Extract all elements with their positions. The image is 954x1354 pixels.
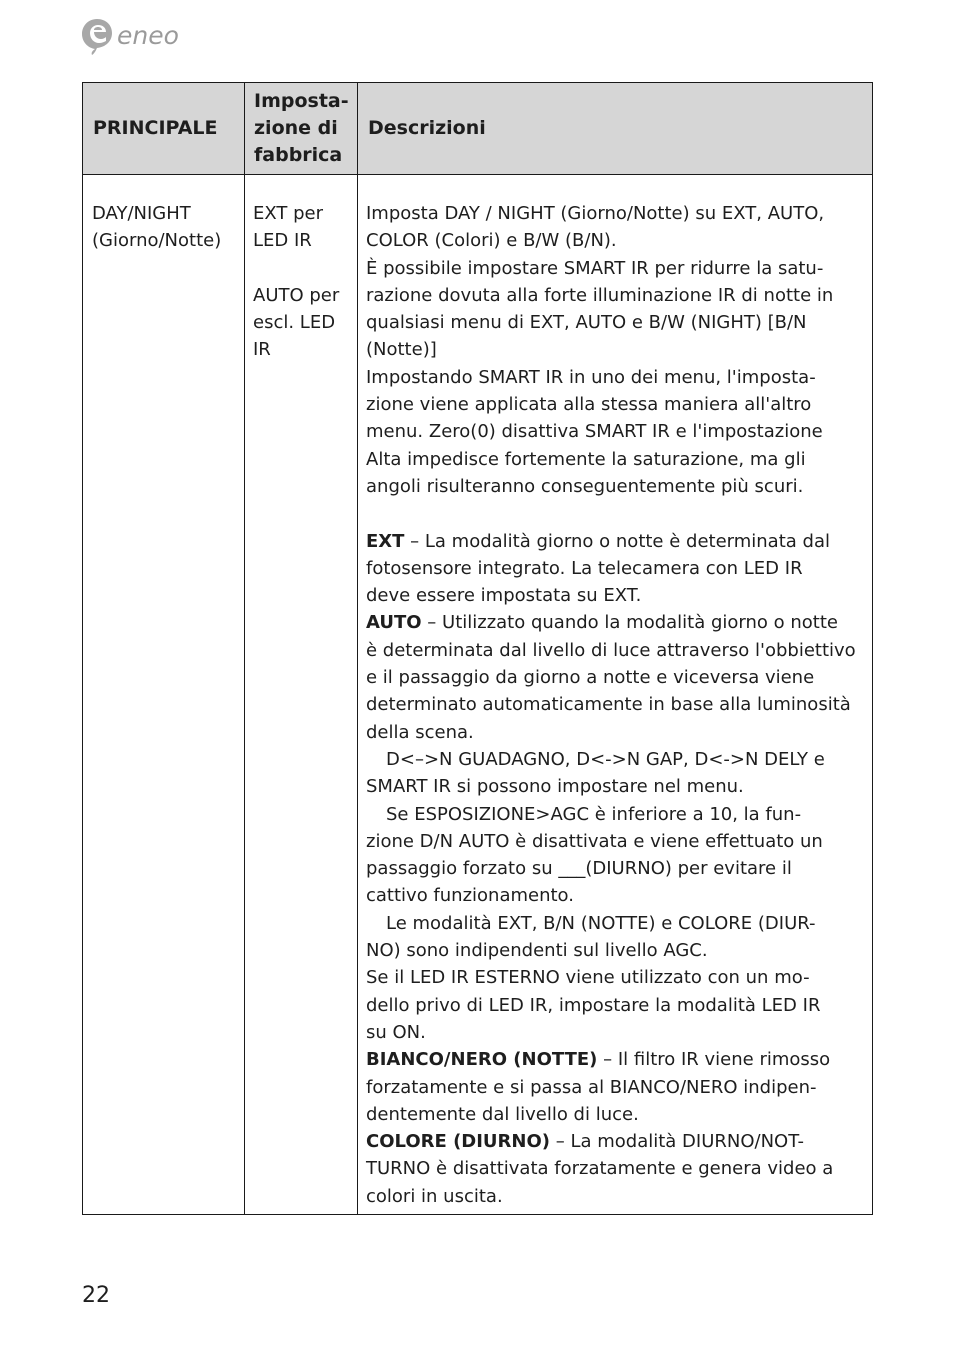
factory-setting-cell [245, 175, 358, 1215]
brand-logo [80, 16, 179, 56]
term-ext: EXT [366, 530, 405, 552]
default-line: EXT per [253, 203, 324, 224]
setting-name-cell [83, 175, 245, 1215]
desc-intro: Imposta DAY / NIGHT (Giorno/Notte) su EXT, AUTO, COLOR (Colori) e B/W (B/N). È possibile impostare SMART IR per ridurre la satu- razione dovuta alla forte illuminazione IR di notte in qualsiasi menu di EXT, AUTO e B/W (NIGHT) [B/N (Notte)] Impostando SMART IR in uno dei menu, l'imposta- zione viene applicata alla stessa maniera all'altro menu. Zero(0) disattiva SMART IR e l'impostazione Alta impedisce fortemente la saturazione, ma gli angoli risulteranno conseguentemente più scuri. [366, 203, 834, 497]
brand-name: eneo [117, 20, 179, 50]
table-header-row [83, 83, 873, 175]
desc-colore: COLORE (DIURNO) – La modalità DIURNO/NOT- TURNO è disattivata forzatamente e genera video a colori in uscita. [366, 1131, 834, 1207]
desc-auto: AUTO – Utilizzato quando la modalità giorno o notte è determinata dal livello di luce attraverso l'obbiettivo e il passaggio da giorno a notte e viceversa viene determinato automaticamente in base alla luminosità della scena. D<–>N GUADAGNO, D<->N GAP, D<->N DELY e SMART IR si possono impostare nel menu. Se ESPOSIZIONE>AGC è inferiore a 10, la fun- zione D/N AUTO è disattivata e viene effettuato un passaggio forzato su ___(DIURNO) per evitare il cattivo funzionamento. Le modalità EXT, B/N (NOTTE) e COLORE (DIUR- NO) sono indipendenti sul livello AGC. Se il LED IR ESTERNO viene utilizzato con un mo- dello privo di LED IR, impostare la modalità LED IR su ON. [366, 612, 856, 1043]
default-line: escl. LED [253, 312, 336, 334]
column-header-factory-setting: Imposta- zione di fabbrica [245, 83, 358, 175]
desc-ext: EXT – La modalità giorno o notte è determinata dal fotosensore integrato. La telecamera con LED IR deve essere impostata su EXT. [366, 530, 830, 607]
term-bianco-nero: BIANCO/NERO (NOTTE) [366, 1049, 598, 1071]
setting-name-line: (Giorno/Notte) [92, 230, 222, 252]
default-line: IR [253, 339, 271, 361]
default-line: LED IR [253, 230, 312, 252]
default-line: AUTO per [253, 284, 340, 306]
eneo-logo-icon [80, 17, 114, 55]
setting-name-line: DAY/NIGHT [92, 203, 191, 224]
description-cell [358, 175, 873, 1215]
page-number: 22 [82, 1283, 110, 1308]
term-colore: COLORE (DIURNO) [366, 1131, 550, 1153]
desc-bianco-nero: BIANCO/NERO (NOTTE) – Il filtro IR viene rimosso forzatamente e si passa al BIANCO/NERO indipen- dentemente dal livello di luce. [366, 1049, 831, 1125]
term-auto: AUTO [366, 612, 422, 634]
column-header-principale: PRINCIPALE [83, 83, 245, 175]
table-row [83, 175, 873, 1215]
column-header-descriptions: Descrizioni [358, 83, 873, 175]
settings-table [82, 82, 873, 1215]
